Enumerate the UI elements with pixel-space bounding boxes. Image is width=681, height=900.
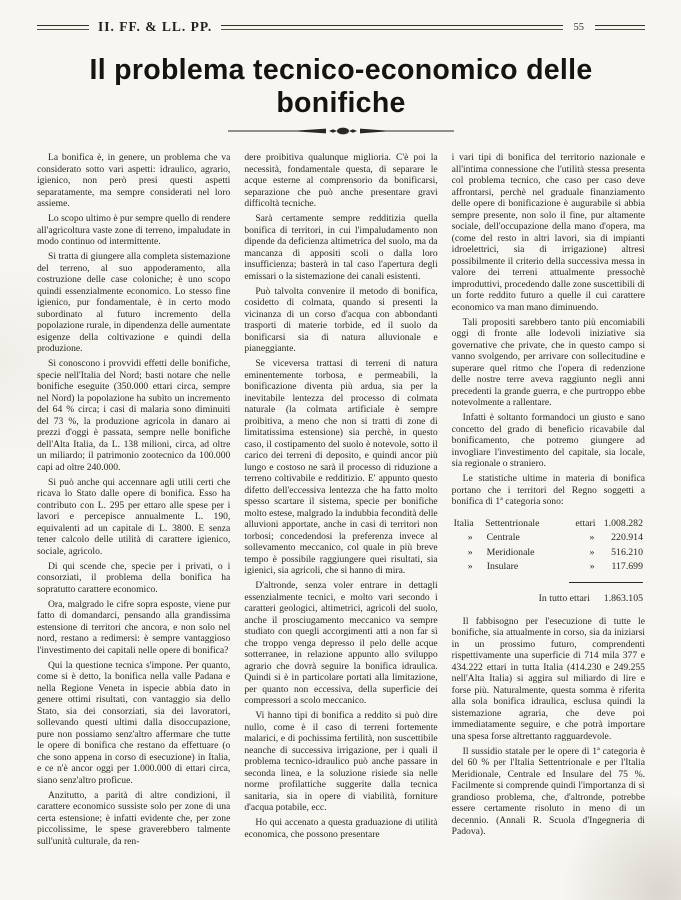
- table-cell: 516.210: [611, 546, 643, 558]
- header-rule-right: [595, 25, 645, 30]
- table-cell: 117.699: [611, 561, 643, 572]
- paragraph: Vi hanno tipi di bonifica a reddito si può dire nullo, come è il caso di terreni fortemente malarici, e di pochissima fertilità, non suscettibile neanche di successiva irrigazione, per i quali il problema tecnico-idraulico può anche passare in seconda linea, e la soluzione risiede sia nelle norme profilattiche suggerite dalla tecnica sanitaria, sia in opere di viabilità, forniture d'acqua potabile, ecc.: [244, 710, 438, 813]
- table-cell: Centrale: [486, 532, 520, 543]
- paragraph: i vari tipi di bonifica del territorio nazionale e all'intima connessione che l'utilità stessa presenta col problema tecnico, che caso per caso deve affrontarsi, perchè nel graduale finanziamento delle opere di bonificazione è augurabile si abbia sempre presente, non solo il fine, pur altamente sociale, dell'occupazione della mano d'opera, ma (come del resto in altri lavori, sia di impianti idroelettrici, sia di irrigazione) altresì possibilmente il criterio della successiva messa in valore dei terreni attualmente pressochè improduttivi, procedendo dalle zone suscettibili di un forte reddito futuro a quelle il cui carattere economico va man mano diminuendo.: [451, 152, 645, 313]
- paragraph: Di qui scende che, specie per i privati, o i consorziati, il problema della bonifica ha sopratutto carattere economico.: [37, 560, 231, 595]
- ornament-rule-icon: [226, 124, 456, 138]
- table-cell: ettari: [575, 517, 596, 529]
- table-total-value: 1.863.105: [603, 592, 643, 604]
- text-column-2: [244, 152, 437, 851]
- column-3-top-text: [452, 152, 645, 508]
- header-rule-middle: [221, 25, 562, 30]
- paragraph: Può talvolta convenire il metodo di bonifica, cosidetto di colmata, quando si presenti la vicinanza di un corso d'acqua con abbondanti trasporti di materie torbide, ed il suolo da bonificarsi sia di natura alluvionale e pianeggiante.: [244, 285, 438, 354]
- table-cell: Settentrionale: [485, 517, 540, 529]
- article-title: Il problema tecnico-economico delle bonifiche: [89, 54, 593, 119]
- page-number: 55: [573, 21, 584, 33]
- paragraph: Se viceversa trattasi di terreni di natura eminentemente torbosa, e permeabili, la bonificazione diventa più ardua, sia per la inevitabile lentezza del processo di colmata naturale (la colmata artificiale è sempre proibitiva, a meno che non si tratti di zone di limitatissima estensione) sia perchè, in questo caso, il costipamento del suolo è notevole, sotto il carico dei terreni di deposito, e quindi ancor più lungo e costoso ne sarà il processo di riduzione a terreno coltivabile e redditizio. E' appunto questo difetto dell'eccessiva lentezza che ha fatto molto spesso scartare il sistema, specie per bonifiche molto estese, malgrado la indubbia fecondità delle alluvioni apportate, anche in casi di territori non torbosi; concedendosi la preferenza invece al sollevamento meccanico, col quale in più breve tempo è possibile raggiungere quei risultati, sia igienici, sia agricoli, che si hanno di mira.: [244, 358, 438, 576]
- paragraph: Infatti è soltanto formandoci un giusto e sano concetto del grado di beneficio ricavabile dal bonificamento, che potremo giungere ad invogliare l'investimento del capitale, sia locale, sia regionale o straniero.: [451, 412, 645, 469]
- bonifica-statistics-table: [454, 517, 643, 606]
- table-total-row: [454, 592, 643, 606]
- table-cell: »: [467, 561, 473, 572]
- paragraph: La bonifica è, in genere, un problema che va considerato sotto vari aspetti: idraulico, agrario, igienico, non però presi questi aspetti separatamente, ma sempre considerati nel loro assieme.: [37, 152, 231, 209]
- table-row: [454, 517, 643, 532]
- paragraph: Si conoscono i provvidi effetti delle bonifiche, specie nell'Italia del Nord; basti notare che nelle bonifiche eseguite (350.000 ettari circa, sempre nel Nord) la popolazione ha subìto un incremento del 64 % circa; i casi di malaria sono diminuiti del 73 %, la produzione agricola in danaro ai prezzi d'oggi è passata, sempre nelle bonifiche dell'Alta Italia, da L. 138 milioni, circa, ad oltre un miliardo; il patrimonio zootecnico da 100.000 capi ad oltre 240.000.: [37, 358, 231, 473]
- table-row: [454, 546, 643, 561]
- paragraph: D'altronde, senza voler entrare in dettagli essenzialmente tecnici, e molto vari secondo i caratteri geologici, altimetrici, agricoli del suolo, anche il prosciugamento meccanico va sempre studiato con quegli accorgimenti atti a non far sì che troppo venga depresso il pelo delle acque sotterranee, in relazione appunto allo sviluppo agrario che dovrà seguire la bonifica idraulica. Quindi si è in particolare portati alla limitazione, per quanto non eccessiva, della superficie dei compressori a scolo meccanico.: [244, 580, 438, 706]
- table-rows: [454, 517, 643, 575]
- paragraph: Il sussidio statale per le opere di 1ª categoria è del 60 % per l'Italia Settentrionale e per l'Italia Meridionale, Centrale ed Insulare del 75 %. Facilmente si comprende quindi l'importanza di sì grandioso problema, che, d'altronde, potrebbe essere certamente risoluto in meno di un decennio. (Annali R. Scuola d'Ingegneria di Padova).: [451, 745, 645, 837]
- paragraph: Si può anche qui accennare agli utili certi che ricava lo Stato dalle opere di bonifica. Esso ha contributo con L. 295 per ettaro alle spese per i lavori e percepisce annualmente L. 190, equivalenti ad un capitale di L. 3800. E senza tener calcolo delle utilità di carattere igienico, sociale, agricolo.: [37, 476, 231, 557]
- table-cell: Insulare: [486, 561, 519, 572]
- text-column-1: [37, 152, 230, 851]
- paragraph: Si tratta di giungere alla completa sistemazione del terreno, al suo appoderamento, alla costruzione delle case coloniche; è uno scopo quindi essenzialmente economico. Lo stesso fine igienico, pur fondamentale, è in certo modo subordinato al futuro incremento della popolazione rurale, in dipendenza delle aumentate esigenze della coltivazione e quindi della produzione.: [37, 251, 231, 354]
- table-cell: »: [467, 546, 473, 558]
- journal-title: II. FF. & LL. PP.: [98, 19, 213, 34]
- paragraph: Tali propositi sarebbero tanto più encomiabili oggi di fronte alle lodevoli iniziative sia governative che private, che in questo campo si vanno svolgendo, per arrivare con sollecitudine e superare quel ritmo che l'opera di redenzione delle nostre terre aveva raggiunto negli anni precedenti la grande guerra, e che purtroppo ebbe notevolmente a rallentare.: [451, 316, 645, 408]
- table-cell: 220.914: [611, 532, 643, 543]
- paragraph: Sarà certamente sempre redditizia quella bonifica di territori, in cui l'impaludamento non dipende da deficienza altimetrica del suolo, ma da mancanza di appositi scoli o dalla loro insufficienza; basterà in tal caso l'apertura degli emissari o la sistemazione dei canali esistenti.: [244, 213, 438, 282]
- paragraph: Qui la questione tecnica s'impone. Per quanto, come si è detto, la bonifica nella valle Padana e nella Regione Veneta in ispecie abbia dato in genere ottimi risultati, con vantaggio sia dello Stato, sia dei consorziati, sia dei lavoratori, sollevando questi ultimi dalla disoccupazione, pure non possiamo senz'altro affermare che tutte le opere di bonifica che restano da effettuare (o che sono appena in corso di esecuzione) in Italia, e ce n'è ancor oggi per 1.000.000 di ettari circa, siano senz'altro proficue.: [37, 659, 231, 786]
- header-rule-left: [37, 25, 89, 30]
- paragraph: Le statistiche ultime in materia di bonifica portano che i territori del Regno soggetti a bonifica di 1ª categoria sono:: [451, 473, 645, 507]
- paragraph: Ora, malgrado le cifre sopra esposte, viene pur fatto di domandarci, pensando alla grandissima estensione di territori che ancora, e non solo nel nord, restano a redimersi: è sempre vantaggioso l'investimento dei capitali nelle opere di bonifica?: [37, 598, 231, 656]
- paragraph: Lo scopo ultimo è pur sempre quello di rendere all'agricoltura vaste zone di terreno, impaludate in modo continuo od intermittente.: [37, 213, 231, 247]
- table-cell: »: [589, 546, 595, 558]
- table-row: [454, 531, 643, 546]
- column-3-bottom-text: [452, 616, 645, 838]
- paragraph: dere proibitiva qualunque miglioria. C'è poi la necessità, fondamentale questa, di separare le acque esterne al comprensorio da bonificarsi, separazione che può anche presentare gravi difficoltà tecniche.: [244, 152, 438, 209]
- article-body: [37, 152, 645, 851]
- table-cell: »: [467, 532, 473, 543]
- table-total-label: In tutto ettari: [538, 592, 590, 604]
- table-cell: Meridionale: [486, 546, 535, 558]
- paragraph: Il fabbisogno per l'esecuzione di tutte le bonifiche, sia attualmente in corso, sia da iniziarsi in un prossimo futuro, comprendenti rispettivamente una superficie di 714 mila 377 e 434.222 ettari in tutta Italia (414.230 e 249.255 nell'Alta Italia) si aggira sul miliardo di lire e forse più. Naturalmente, questa somma è riferita alla sola bonifica idraulica, esclusa quindi la sistemazione agraria, che deve poi immediatamente seguire, e che potrà importare una spesa forse altrettanto ragguardevole.: [451, 615, 645, 742]
- table-cell: 1.008.282: [603, 517, 643, 529]
- title-divider-ornament: [37, 124, 645, 140]
- paragraph: Anzitutto, a parità di altre condizioni, il carattere economico sussiste solo per zone di una certa estensione; è infatti evidente che, per zone piccolissime, le spese graverebbero talmente sull'unità culturale, da ren-: [37, 789, 231, 847]
- table-cell: »: [589, 561, 595, 572]
- text-column-3: [452, 152, 645, 851]
- page-header: [37, 16, 645, 38]
- table-cell: Italia: [453, 517, 474, 529]
- table-total-rule: [569, 582, 643, 583]
- paragraph: Ho qui accenato a questa graduazione di utilità economica, che possono presentare: [244, 817, 438, 840]
- table-cell: »: [589, 532, 595, 543]
- table-row: [454, 560, 643, 575]
